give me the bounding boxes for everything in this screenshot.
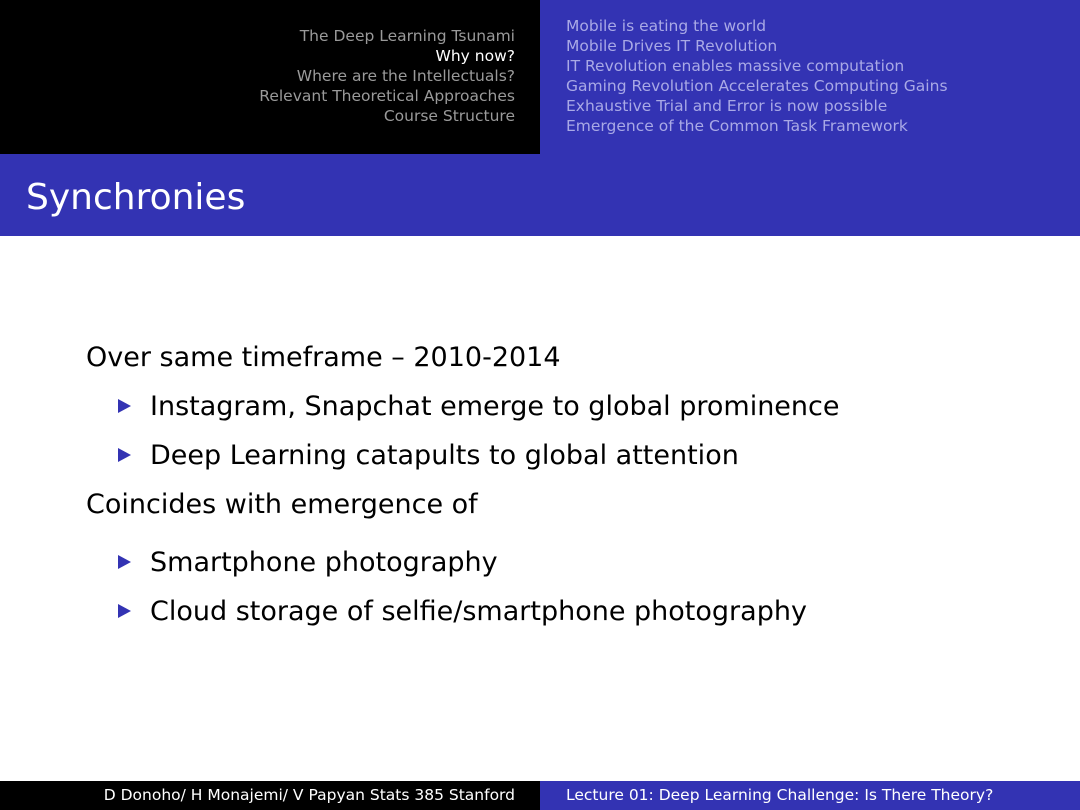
triangle-right-icon bbox=[118, 448, 131, 462]
bullet-text: Smartphone photography bbox=[150, 547, 498, 578]
section-link[interactable]: Relevant Theoretical Approaches bbox=[259, 87, 515, 105]
bullet-item bbox=[86, 587, 1046, 636]
subsection-link[interactable]: Emergence of the Common Task Framework bbox=[566, 117, 908, 135]
section-link[interactable]: Where are the Intellectuals? bbox=[296, 67, 515, 85]
frame-title-bar bbox=[0, 154, 1080, 236]
bullet-text: Cloud storage of selfie/smartphone photography bbox=[150, 596, 807, 627]
bullet-item bbox=[86, 431, 1046, 480]
triangle-right-icon bbox=[118, 399, 131, 413]
triangle-right-icon bbox=[118, 604, 131, 618]
frame-title: Synchronies bbox=[26, 177, 246, 218]
bullet-text: Instagram, Snapchat emerge to global prominence bbox=[150, 391, 840, 422]
intro-text: Over same timeframe – 2010-2014 bbox=[86, 342, 561, 373]
section-navigation bbox=[0, 0, 540, 154]
section-link[interactable]: Course Structure bbox=[383, 107, 515, 125]
triangle-right-icon bbox=[118, 555, 131, 569]
section-list bbox=[259, 26, 515, 126]
bullet-list-emergence bbox=[86, 538, 1046, 636]
subsection-navigation bbox=[540, 0, 1080, 154]
second-text: Coincides with emergence of bbox=[86, 489, 478, 520]
subsection-link[interactable]: Mobile Drives IT Revolution bbox=[566, 37, 778, 55]
bullet-list-timeframe bbox=[86, 382, 1046, 480]
footer-author-bar bbox=[0, 781, 540, 810]
section-link[interactable]: The Deep Learning Tsunami bbox=[299, 27, 515, 45]
subsection-link[interactable]: Exhaustive Trial and Error is now possible bbox=[566, 97, 888, 115]
subsection-link[interactable]: Gaming Revolution Accelerates Computing Gains bbox=[566, 77, 948, 95]
bullet-text: Deep Learning catapults to global attention bbox=[150, 440, 739, 471]
subsection-list bbox=[566, 16, 948, 136]
subsection-link[interactable]: Mobile is eating the world bbox=[566, 17, 767, 35]
spacer bbox=[86, 529, 1046, 538]
bullet-item bbox=[86, 382, 1046, 431]
footer-title: Lecture 01: Deep Learning Challenge: Is There Theory? bbox=[566, 786, 994, 804]
section-link-active[interactable]: Why now? bbox=[435, 47, 515, 65]
slide-body bbox=[86, 333, 1046, 636]
bullet-item bbox=[86, 538, 1046, 587]
subsection-link[interactable]: IT Revolution enables massive computation bbox=[566, 57, 905, 75]
footer-title-bar bbox=[540, 781, 1080, 810]
footer-author: D Donoho/ H Monajemi/ V Papyan Stats 385 Stanford bbox=[103, 786, 515, 804]
